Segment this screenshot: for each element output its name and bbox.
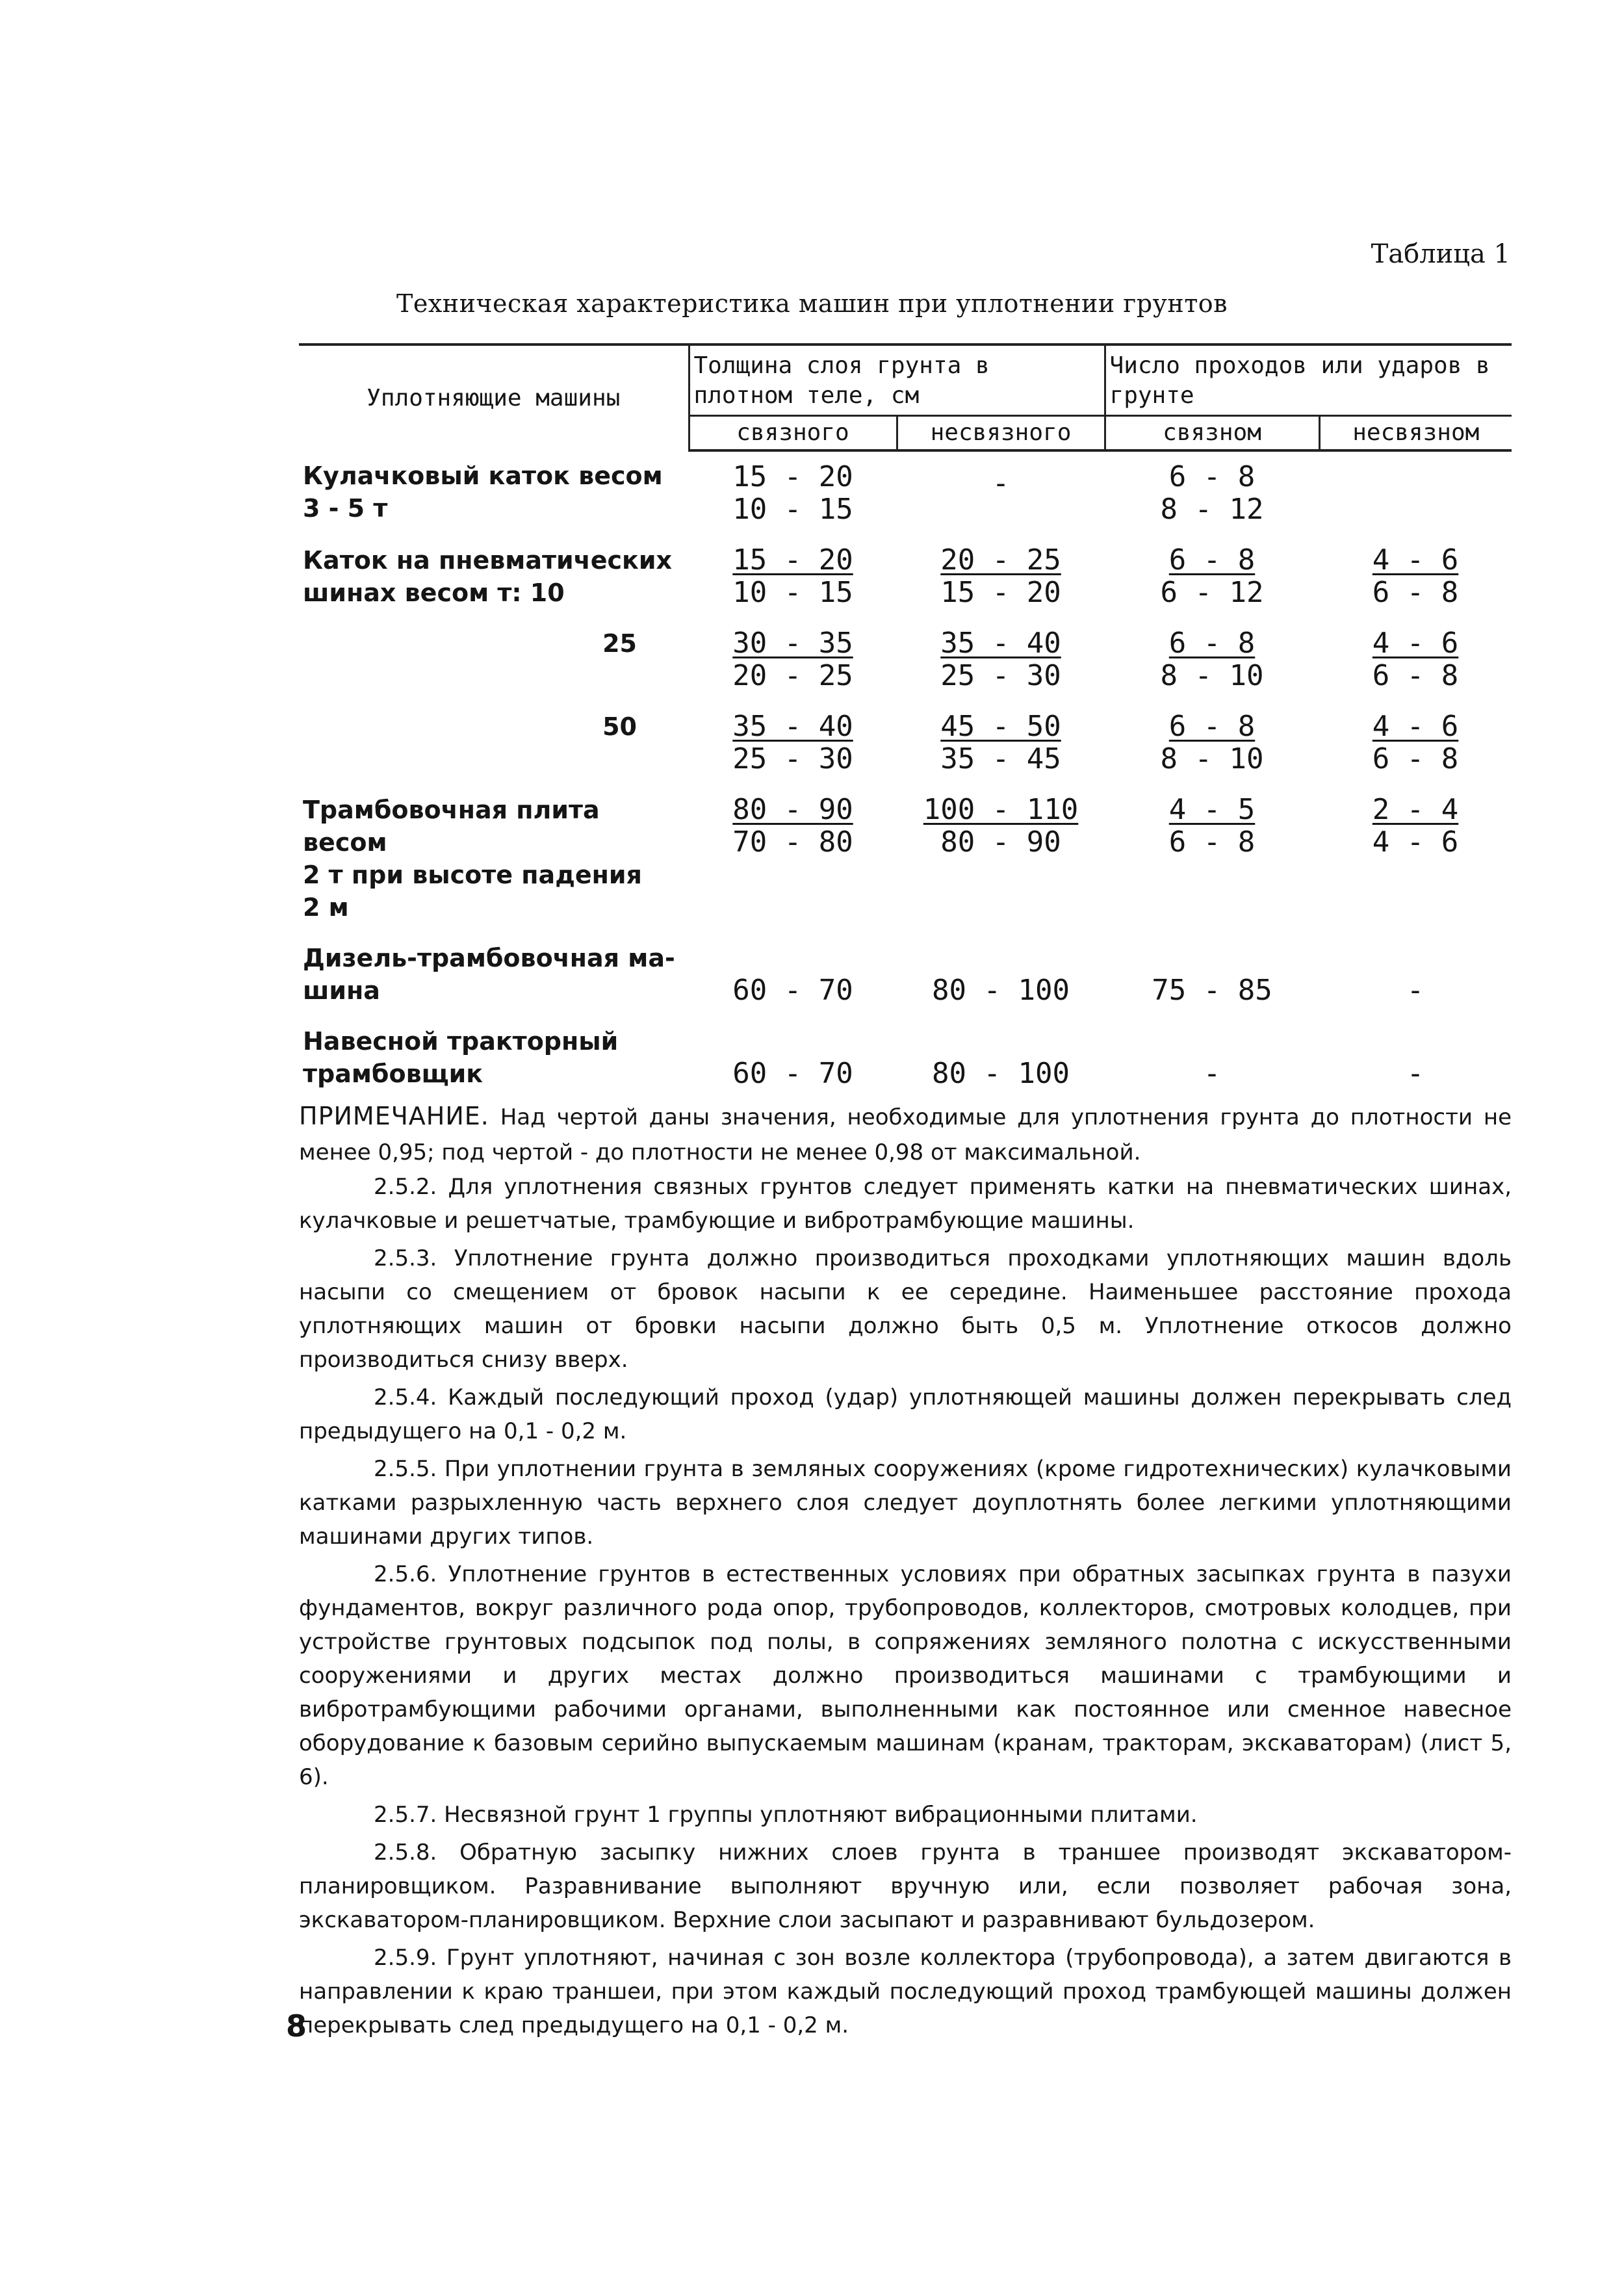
value-line: 80 - 100 <box>932 974 1070 1007</box>
machine-label-line: Навесной тракторный <box>303 1027 619 1056</box>
machine-label-line: 50 <box>602 712 637 741</box>
value-over-line: 35 - 40 <box>732 710 853 743</box>
fraction-value <box>732 794 853 859</box>
value-cell-thickness-cohesive <box>689 450 897 526</box>
value-over-line: 4 - 6 <box>1372 710 1459 743</box>
fraction-value <box>1161 627 1264 692</box>
value-cell-passes-noncohesive <box>1319 692 1512 775</box>
value-cell-passes-cohesive <box>1105 1007 1319 1090</box>
value-cell-passes-noncohesive <box>1319 775 1512 924</box>
fraction-value <box>1161 710 1264 775</box>
value-cell-passes-noncohesive <box>1319 450 1512 526</box>
value-cell-passes-cohesive <box>1105 924 1319 1007</box>
machine-label-line: Трамбовочная плита весом <box>303 796 600 857</box>
header-thickness-noncohesive: несвязного <box>897 416 1105 451</box>
fraction-value <box>1373 627 1458 692</box>
table-row <box>299 692 1512 775</box>
value-under-line: 70 - 80 <box>732 826 853 859</box>
machine-cell <box>299 775 689 924</box>
value-cell-passes-cohesive <box>1105 775 1319 924</box>
value-cell-thickness-noncohesive <box>897 1007 1105 1090</box>
value-line: 15 - 20 <box>732 460 853 493</box>
paragraph-2-5-8: 2.5.8. Обратную засыпку нижних слоев грунта в траншее производят экскаватором-планировщиком. Разравнивание выполняют вручную или, если позволяет рабочая зона, экскаватором-планировщиком. Верхние слои засыпают и разравнивают бульдозером. <box>299 1840 1512 1933</box>
header-layer-thickness: Толщина слоя грунта в плотном теле, см <box>689 344 1105 416</box>
machine-label-line: Кулачковый каток весом <box>303 462 663 490</box>
value-line: 60 - 70 <box>732 1057 853 1090</box>
value-line: - <box>1406 974 1424 1007</box>
page-number: 8 <box>286 2008 307 2044</box>
fraction-value <box>1373 544 1458 609</box>
table-row <box>299 1007 1512 1090</box>
machine-label-line: 2 т при высоте падения <box>303 861 642 889</box>
table-row <box>299 450 1512 526</box>
header-passes-noncohesive: несвязном <box>1319 416 1512 451</box>
value-under-line: 4 - 6 <box>1372 826 1459 859</box>
value-cell-passes-cohesive <box>1105 450 1319 526</box>
fraction-value <box>923 794 1078 859</box>
value-over-line: 35 - 40 <box>940 627 1061 660</box>
value-over-line: 2 - 4 <box>1372 793 1459 826</box>
machine-label-line: Дизель-трамбовочная ма- <box>303 944 675 972</box>
value-over-line: 6 - 8 <box>1168 627 1256 660</box>
header-passes-cohesive: связном <box>1105 416 1319 451</box>
value-under-line: 8 - 10 <box>1160 659 1264 692</box>
value-cell-passes-noncohesive <box>1319 924 1512 1007</box>
value-under-line: 25 - 30 <box>940 659 1061 692</box>
table-label: Таблица 1 <box>1371 239 1510 269</box>
table-row <box>299 924 1512 1007</box>
value-under-line: 25 - 30 <box>732 742 853 775</box>
machine-cell <box>299 450 689 526</box>
value-cell-thickness-cohesive <box>689 526 897 609</box>
fraction-value <box>1373 794 1458 859</box>
fraction-value <box>1169 794 1255 859</box>
value-under-line: 80 - 90 <box>940 826 1061 859</box>
machine-label-line: 3 - 5 т <box>303 494 388 523</box>
machine-label-line: 25 <box>602 629 637 658</box>
paragraph-2-5-6: 2.5.6. Уплотнение грунтов в естественных условиях при обратных засыпках грунта в пазухи фундаментов, вокруг различного рода опор, трубопроводов, коллекторов, смотровых колодцев, при устройстве грунтовых подсыпок под полы, в сопряжениях земляного полотна с искусственными сооружениями и других местах должно производиться машинами с трамбующими и вибротрамбующими рабочими органами, выполненными как постоянное или сменное навесное оборудование к базовым серийно выпускаемым машинам (кранам, тракторам, экскаваторам) (лист 5, 6). <box>299 1561 1512 1790</box>
value-line: - <box>1406 1057 1424 1090</box>
machine-label-line: Каток на пневматических <box>303 546 672 575</box>
fraction-value <box>732 544 853 609</box>
value-line: - <box>1203 1057 1221 1090</box>
paragraph-2-5-5: 2.5.5. При уплотнении грунта в земляных сооружениях (кроме гидротехнических) кулачковыми катками разрыхленную часть верхнего слоя следует доуплотнять более легкими уплотняющими машинами других типов. <box>299 1456 1512 1550</box>
value-cell-passes-noncohesive <box>1319 609 1512 692</box>
value-over-line: 15 - 20 <box>732 543 853 577</box>
machine-cell <box>299 609 689 692</box>
value-cell-thickness-cohesive <box>689 1007 897 1090</box>
value-cell-thickness-noncohesive <box>897 775 1105 924</box>
value-line: 6 - 8 <box>1168 460 1256 493</box>
value-over-line: 4 - 6 <box>1372 543 1459 577</box>
value-cell-passes-cohesive <box>1105 526 1319 609</box>
note-label: ПРИМЕЧАНИЕ. <box>299 1102 489 1130</box>
value-cell-passes-cohesive <box>1105 609 1319 692</box>
paragraph-2-5-2: 2.5.2. Для уплотнения связных грунтов следует применять катки на пневматических шинах, кулачковые и решетчатые, трамбующие и вибротрамбующие машины. <box>299 1174 1512 1234</box>
value-cell-thickness-noncohesive <box>897 450 1105 526</box>
value-over-line: 4 - 6 <box>1372 627 1459 660</box>
value-under-line: 6 - 8 <box>1372 576 1459 609</box>
machine-cell <box>299 692 689 775</box>
machine-label-line: 2 м <box>303 893 349 922</box>
value-line: 60 - 70 <box>732 974 853 1007</box>
value-under-line: 15 - 20 <box>940 576 1061 609</box>
fraction-value <box>732 710 853 775</box>
machine-cell <box>299 924 689 1007</box>
value-under-line: 8 - 10 <box>1160 742 1264 775</box>
value-under-line: 6 - 8 <box>1372 659 1459 692</box>
value-under-line: 6 - 8 <box>1168 826 1256 859</box>
compaction-table <box>299 343 1512 1090</box>
value-under-line: 20 - 25 <box>732 659 853 692</box>
value-cell-thickness-cohesive <box>689 609 897 692</box>
value-line: - <box>992 467 1010 500</box>
value-over-line: 6 - 8 <box>1168 710 1256 743</box>
fraction-value <box>940 544 1061 609</box>
value-over-line: 4 - 5 <box>1168 793 1256 826</box>
table-title: Техническая характеристика машин при уплотнении грунтов <box>396 289 1228 318</box>
value-over-line: 80 - 90 <box>732 793 853 826</box>
value-cell-passes-noncohesive <box>1319 526 1512 609</box>
fraction-value <box>732 627 853 692</box>
body-text <box>299 1170 1512 2046</box>
machine-label-line: шинах весом т: 10 <box>303 578 565 607</box>
value-over-line: 45 - 50 <box>940 710 1061 743</box>
value-line: 75 - 85 <box>1152 974 1272 1007</box>
value-over-line: 6 - 8 <box>1168 543 1256 577</box>
paragraph-2-5-4: 2.5.4. Каждый последующий проход (удар) уплотняющей машины должен перекрывать след предыдущего на 0,1 - 0,2 м. <box>299 1384 1512 1444</box>
note-text: Над чертой даны значения, необходимые для уплотнения грунта до плотности не менее 0,95; под чертой - до плотности не менее 0,98 от максимальной. <box>299 1104 1512 1165</box>
value-line: 80 - 100 <box>932 1057 1070 1090</box>
table-row <box>299 609 1512 692</box>
header-number-of-passes: Число проходов или ударов в грунте <box>1105 344 1512 416</box>
value-over-line: 100 - 110 <box>923 793 1079 826</box>
value-over-line: 20 - 25 <box>940 543 1061 577</box>
value-under-line: 10 - 15 <box>732 576 853 609</box>
table-row <box>299 526 1512 609</box>
value-cell-thickness-cohesive <box>689 775 897 924</box>
value-under-line: 6 - 12 <box>1160 576 1264 609</box>
value-cell-thickness-noncohesive <box>897 692 1105 775</box>
header-machines: Уплотняющие машины <box>299 344 689 450</box>
value-cell-thickness-noncohesive <box>897 609 1105 692</box>
machine-label-line: трамбовщик <box>303 1060 483 1088</box>
machine-cell <box>299 1007 689 1090</box>
machine-label-line: шина <box>303 976 380 1005</box>
paragraph-2-5-7: 2.5.7. Несвязной грунт 1 группы уплотняют вибрационными плитами. <box>374 1802 1198 1828</box>
paragraph-2-5-3: 2.5.3. Уплотнение грунта должно производиться проходками уплотняющих машин вдоль насыпи со смещением от бровок насыпи к ее середине. Наименьшее расстояние прохода уплотняющих машин от бровки насыпи должно быть 0,5 м. Уплотнение откосов должно производиться снизу вверх. <box>299 1245 1512 1373</box>
value-cell-passes-noncohesive <box>1319 1007 1512 1090</box>
fraction-value <box>940 627 1061 692</box>
value-cell-thickness-noncohesive <box>897 526 1105 609</box>
value-under-line: 35 - 45 <box>940 742 1061 775</box>
value-over-line: 30 - 35 <box>732 627 853 660</box>
value-cell-thickness-cohesive <box>689 692 897 775</box>
paragraph-2-5-9: 2.5.9. Грунт уплотняют, начиная с зон возле коллектора (трубопровода), а затем двигаются в направлении к краю траншеи, при этом каждый последующий проход трамбующей машины должен перекрывать след предыдущего на 0,1 - 0,2 м. <box>299 1945 1512 2038</box>
value-cell-passes-cohesive <box>1105 692 1319 775</box>
table-row <box>299 775 1512 924</box>
fraction-value <box>1161 544 1264 609</box>
fraction-value <box>1373 710 1458 775</box>
value-cell-thickness-cohesive <box>689 924 897 1007</box>
machine-cell <box>299 526 689 609</box>
value-cell-thickness-noncohesive <box>897 924 1105 1007</box>
table-note <box>299 1098 1512 1170</box>
value-line: 10 - 15 <box>732 493 853 526</box>
value-under-line: 6 - 8 <box>1372 742 1459 775</box>
header-thickness-cohesive: связного <box>689 416 897 451</box>
table-body <box>299 450 1512 1090</box>
value-line: 8 - 12 <box>1160 493 1264 526</box>
fraction-value <box>940 710 1061 775</box>
